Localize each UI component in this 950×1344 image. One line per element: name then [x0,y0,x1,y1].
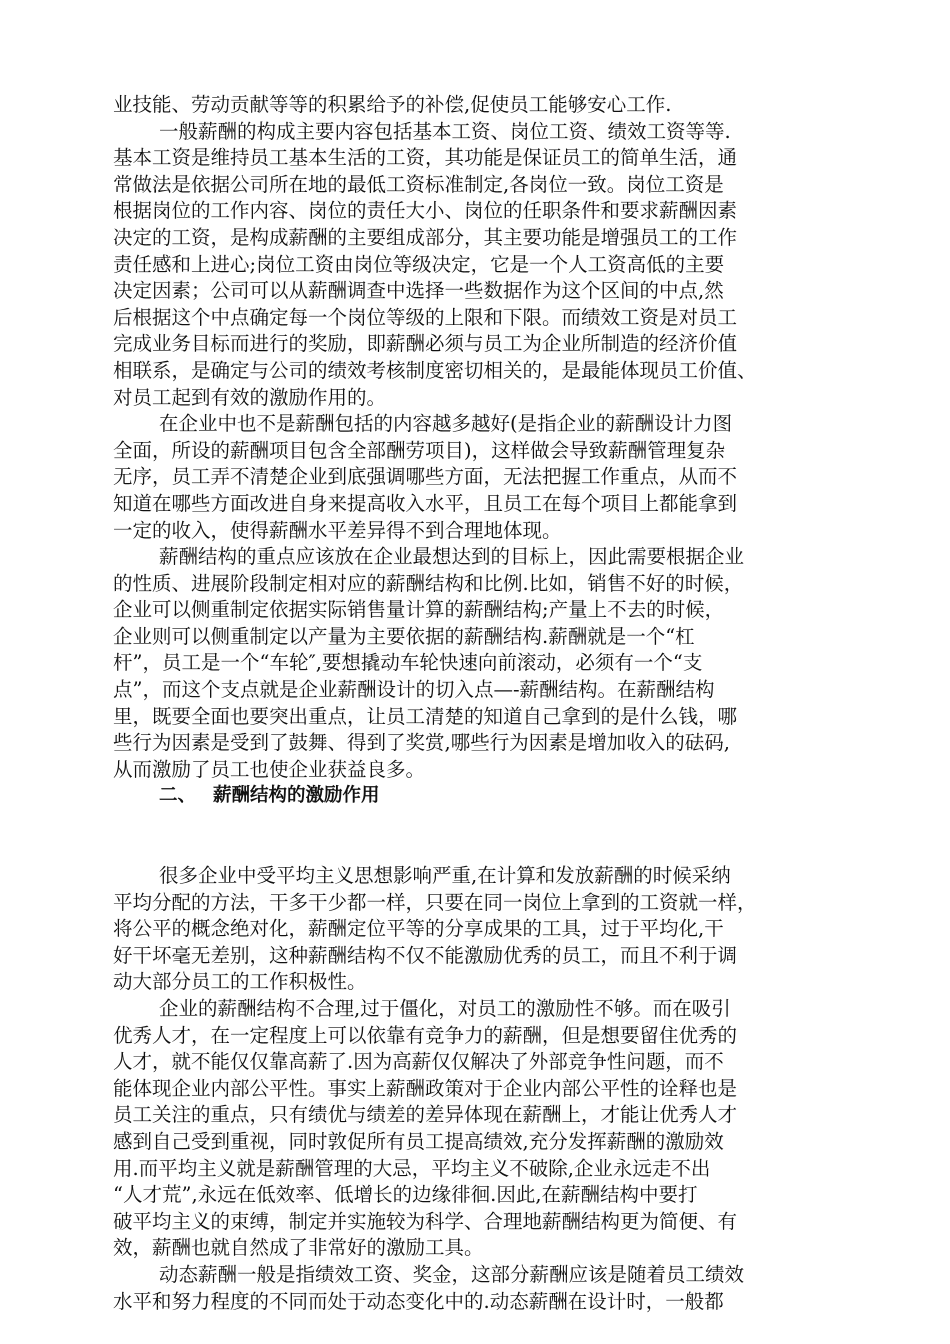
section-title: 薪酬结构的激励作用 [213,785,380,807]
text-line: 相联系，是确定与公司的绩效考核制度密切相关的，是最能体现员工价值、 [113,358,757,382]
text-line: 企业可以侧重制定依据实际销售量计算的薪酬结构;产量上不去的时候， [113,598,725,622]
text-line: 常做法是依据公司所在地的最低工资标准制定,各岗位一致。岗位工资是 [113,172,724,196]
text-line: 人才，就不能仅仅靠高薪了.因为高薪仅仅解决了外部竞争性问题，而不 [113,1050,724,1074]
section-heading [113,783,842,810]
text-line: 基本工资是维持员工基本生活的工资，其功能是保证员工的简单生活，通 [113,146,738,170]
text-line: 知道在哪些方面改进自身来提高收入水平，且员工在每个项目上都能拿到 [113,491,738,515]
text-line: 完成业务目标而进行的奖励，即薪酬必须与员工为企业所制造的经济价值 [113,332,738,356]
text-line: 破平均主义的束缚，制定并实施较为科学、合理地薪酬结构更为简便、有 [113,1209,738,1233]
text-line: 好干坏毫无差别，这种薪酬结构不仅不能激励优秀的员工，而且不利于调 [113,943,738,967]
paragraph-first-line: 很多企业中受平均主义思想影响严重,在计算和发放薪酬的时候采纳 [159,864,731,888]
text-line: 将公平的概念绝对化，薪酬定位平等的分享成果的工具，过于平均化,干 [113,917,724,941]
text-line: 责任感和上进心;岗位工资由岗位等级决定，它是一个人工资高低的主要 [113,252,725,276]
text-line: 决定的工资，是构成薪酬的主要组成部分，其主要功能是增强员工的工作 [113,225,738,249]
text-line: 后根据这个中点确定每一个岗位等级的上限和下限。而绩效工资是对员工 [113,305,738,329]
text-line: 效，薪酬也就自然成了非常好的激励工具。 [113,1236,484,1260]
text-line: 的性质、进展阶段制定相对应的薪酬结构和比例.比如，销售不好的时候， [113,571,744,595]
paragraph-first-line: 在企业中也不是薪酬包括的内容越多越好(是指企业的薪酬设计力图 [159,412,733,436]
text-line: 对员工起到有效的激励作用的。 [113,385,387,409]
text-line: 水平和努力程度的不同而处于动态变化中的.动态薪酬在设计时，一般都 [113,1289,724,1313]
text-line: 企业则可以侧重制定以产量为主要依据的薪酬结构.薪酬就是一个“杠 [113,624,695,648]
text-line: 点”，而这个支点就是企业薪酬设计的切入点—-薪酬结构。在薪酬结构 [113,678,715,702]
text-line: 能体现企业内部公平性。事实上薪酬政策对于企业内部公平性的诠释也是 [113,1076,738,1100]
paragraph-first-line: 薪酬结构的重点应该放在企业最想达到的目标上，因此需要根据企业 [159,545,745,569]
text-line: 里，既要全面也要突出重点，让员工清楚的知道自己拿到的是什么钱，哪 [113,704,738,728]
text-line: 优秀人才，在一定程度上可以依靠有竞争力的薪酬，但是想要留住优秀的 [113,1023,738,1047]
text-line: 根据岗位的工作内容、岗位的责任大小、岗位的任职条件和要求薪酬因素 [113,199,738,223]
text-line: 杆”，员工是一个“车轮″,要想撬动车轮快速向前滚动，必须有一个“支 [113,651,703,675]
text-line: 决定因素；公司可以从薪酬调查中选择一些数据作为这个区间的中点,然 [113,279,724,303]
text-line: 全面，所设的薪酬项目包含全部酬劳项目)，这样做会导致薪酬管理复杂 [113,438,726,462]
paragraph-first-line: 动态薪酬一般是指绩效工资、奖金，这部分薪酬应该是随着员工绩效 [159,1262,745,1286]
text-line: 一定的收入，使得薪酬水平差异得不到合理地体现。 [113,518,562,542]
text-line: 些行为因素是受到了鼓舞、得到了奖赏,哪些行为因素是增加收入的砝码, [113,731,730,755]
text-line: “人才荒”,永远在低效率、低增长的边缘徘徊.因此,在薪酬结构中要打 [113,1183,698,1207]
section-spacer [113,810,842,863]
text-line: 用.而平均主义就是薪酬管理的大忌，平均主义不破除,企业永远走不出 [113,1156,711,1180]
text-line: 感到自己受到重视，同时敦促所有员工提高绩效,充分发挥薪酬的激励效 [113,1129,724,1153]
paragraph-first-line: 企业的薪酬结构不合理,过于僵化，对员工的激励性不够。而在吸引 [159,997,731,1020]
text-line: 动大部分员工的工作积极性。 [113,970,367,994]
text-line: 从而激励了员工也使企业获益良多。 [113,757,426,781]
text-line: 平均分配的方法，干多干少都一样，只要在同一岗位上拿到的工资就一样， [113,890,757,914]
text-line: 员工关注的重点，只有绩优与绩差的差异体现在薪酬上，才能让优秀人才 [113,1103,738,1127]
text-line: 业技能、劳动贡献等等的积累给予的补偿,促使员工能够安心工作. [113,93,672,116]
paragraph-first-line: 一般薪酬的构成主要内容包括基本工资、岗位工资、绩效工资等等. [159,119,731,143]
text-line: 无序，员工弄不清楚企业到底强调哪些方面，无法把握工作重点，从而不 [113,465,738,489]
section-number: 二、 [159,785,197,807]
